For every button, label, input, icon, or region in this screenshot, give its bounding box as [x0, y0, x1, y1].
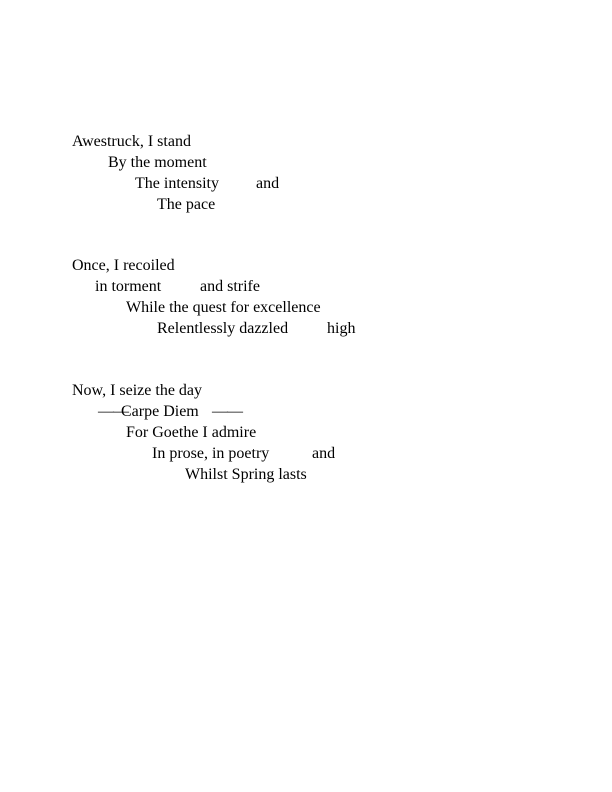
stanza2-line4-part2: high: [327, 320, 356, 337]
stanza2-line3: While the quest for excellence: [126, 299, 321, 316]
stanza2-line2-part1: in torment: [95, 278, 162, 295]
stanza2-line2-part2: and strife: [200, 278, 260, 295]
stanza3-line4-part2: and: [312, 445, 336, 462]
stanza3-line2-text: Carpe Diem: [121, 403, 199, 420]
stanza3-line3: For Goethe I admire: [126, 424, 257, 441]
em-dash-right: ——: [212, 403, 242, 420]
stanza2-line1: Once, I recoiled: [72, 257, 175, 274]
stanza1-line3-part2: and: [256, 175, 280, 192]
stanza3-line1: Now, I seize the day: [72, 382, 203, 399]
stanza1-line4: The pace: [157, 196, 216, 213]
stanza3-line5: Whilst Spring lasts: [185, 466, 307, 483]
stanza1-line1: Awestruck, I stand: [72, 133, 191, 150]
stanza1-line2: By the moment: [108, 154, 207, 171]
stanza3-line4-part1: In prose, in poetry: [152, 445, 270, 462]
stanza3-line2-dash-right: [212, 404, 242, 420]
stanza1-line3-part1: The intensity: [135, 175, 219, 192]
stanza2-line4-part1: Relentlessly dazzled: [157, 320, 289, 337]
em-dash-left: ——: [98, 403, 128, 420]
